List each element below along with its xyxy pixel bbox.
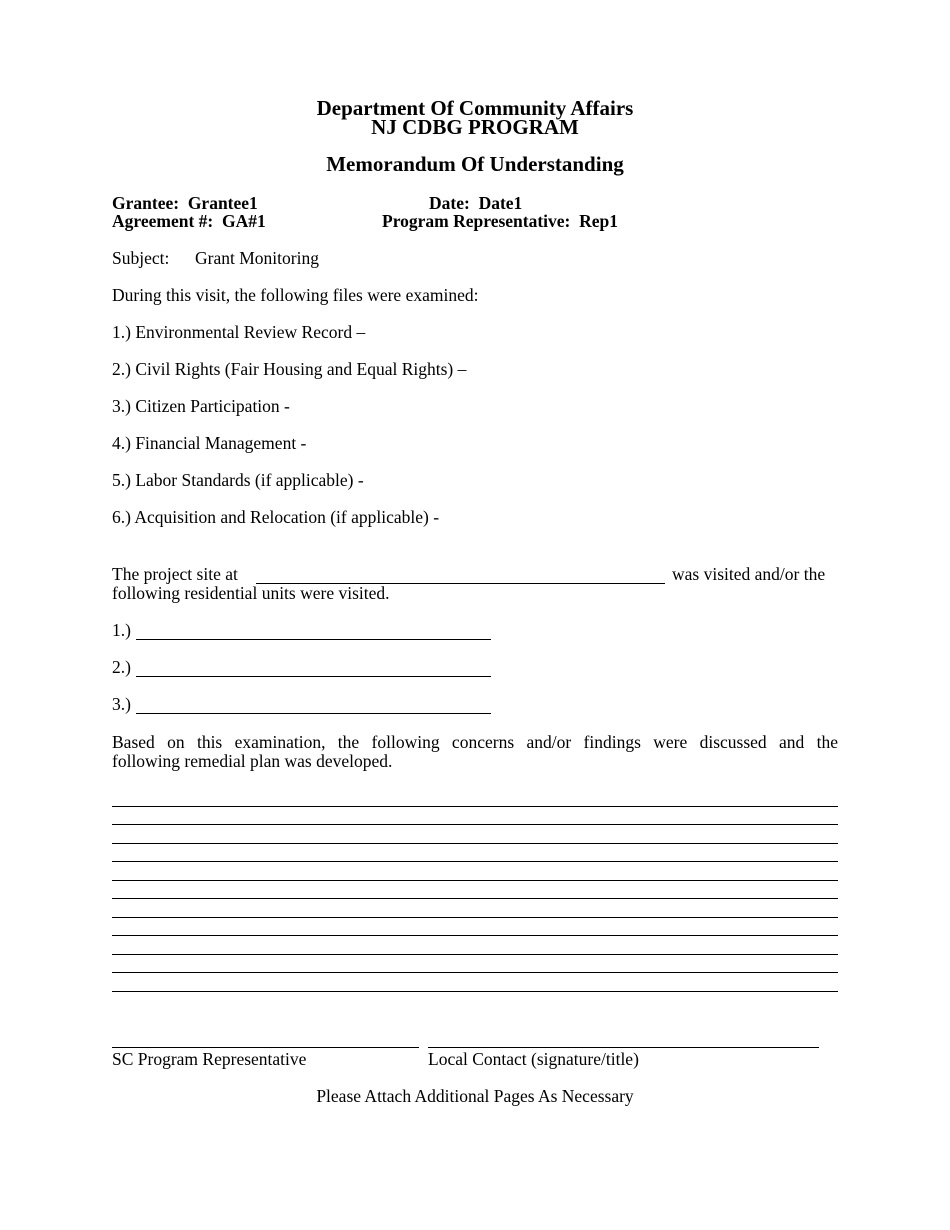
findings-line1: Based on this examination, the following concerns and/or findings were discussed and the [112, 732, 838, 752]
program-rep-label: Program Representative: [382, 211, 571, 231]
unit-blank[interactable] [136, 713, 491, 714]
remedial-line[interactable] [112, 861, 838, 862]
remedial-line[interactable] [112, 972, 838, 973]
file-item: 5.) Labor Standards (if applicable) - [112, 470, 364, 490]
unit-number: 2.) [112, 657, 131, 677]
site-prefix: The project site at [112, 564, 238, 584]
date-line [429, 194, 522, 212]
remedial-line[interactable] [112, 917, 838, 918]
program-title: NJ CDBG PROGRAM [371, 115, 579, 139]
department-title: Department Of Community Affairs [316, 96, 634, 120]
agreement-label: Agreement #: [112, 211, 214, 231]
remedial-line[interactable] [112, 898, 838, 899]
subject-label: Subject: [112, 248, 170, 268]
file-item: 6.) Acquisition and Relocation (if applicable) - [112, 507, 440, 527]
date-value: Date1 [478, 193, 523, 213]
remedial-line[interactable] [112, 954, 838, 955]
grantee-label: Grantee: [112, 193, 180, 213]
remedial-line[interactable] [112, 935, 838, 936]
program-rep-value: Rep1 [579, 211, 619, 231]
grantee-value: Grantee1 [187, 193, 258, 213]
local-contact-label: Local Contact (signature/title) [428, 1049, 639, 1069]
files-intro: During this visit, the following files were examined: [112, 285, 479, 305]
sc-signature-line[interactable] [112, 1047, 419, 1048]
unit-number: 1.) [112, 620, 131, 640]
unit-number: 3.) [112, 694, 131, 714]
agreement-value: GA#1 [221, 211, 266, 231]
remedial-line[interactable] [112, 991, 838, 992]
grantee-line [112, 194, 258, 212]
file-item: 4.) Financial Management - [112, 433, 307, 453]
subject-value: Grant Monitoring [195, 248, 319, 268]
sc-representative-label: SC Program Representative [112, 1049, 307, 1069]
unit-blank[interactable] [136, 639, 491, 640]
footer-note: Please Attach Additional Pages As Necessary [316, 1086, 634, 1106]
site-suffix: was visited and/or the [672, 564, 826, 584]
file-item: 3.) Citizen Participation - [112, 396, 290, 416]
remedial-line[interactable] [112, 843, 838, 844]
remedial-line[interactable] [112, 806, 838, 807]
file-item: 2.) Civil Rights (Fair Housing and Equal Rights) – [112, 359, 467, 379]
unit-blank[interactable] [136, 676, 491, 677]
file-item: 1.) Environmental Review Record – [112, 322, 366, 342]
program-rep-line [382, 212, 618, 230]
date-label: Date: [429, 193, 470, 213]
local-signature-line[interactable] [428, 1047, 819, 1048]
findings-line2: following remedial plan was developed. [112, 751, 393, 771]
site-line2: following residential units were visited. [112, 583, 390, 603]
remedial-line[interactable] [112, 824, 838, 825]
agreement-line [112, 212, 266, 230]
remedial-line[interactable] [112, 880, 838, 881]
memorandum-title: Memorandum Of Understanding [326, 152, 624, 176]
